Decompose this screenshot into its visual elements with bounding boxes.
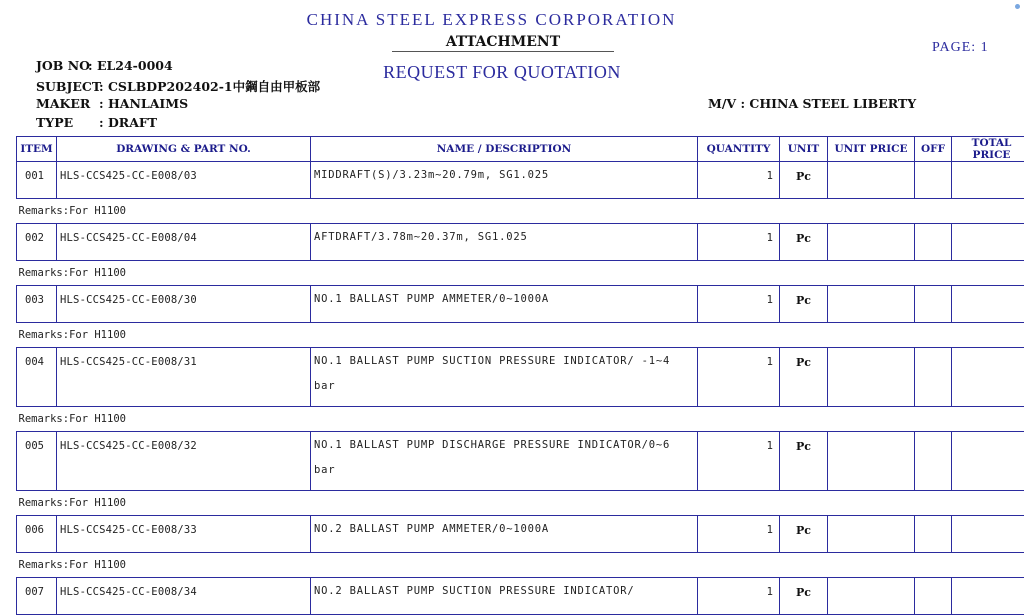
item-quantity: 1 [698, 162, 780, 199]
item-off [915, 578, 952, 615]
item-unit: Pc [780, 286, 828, 323]
col-total-price: TOTAL PRICE [952, 137, 1024, 162]
table-row [17, 286, 1024, 323]
type-value: : DRAFT [99, 115, 157, 130]
item-unit-price [828, 432, 915, 491]
remarks-row [17, 261, 1024, 286]
maker-label: MAKER [36, 96, 99, 111]
type-row [36, 115, 157, 130]
item-quantity: 1 [698, 578, 780, 615]
item-description: NO.1 BALLAST PUMP DISCHARGE PRESSURE INDICATOR/0~6 bar [311, 432, 698, 491]
table-row [17, 224, 1024, 261]
item-remarks: Remarks:For H1100 [17, 261, 1024, 286]
job-no-value: : EL24-0004 [88, 58, 173, 73]
item-off [915, 432, 952, 491]
attachment-heading: ATTACHMENT [392, 34, 614, 52]
quotation-table [16, 136, 1024, 615]
remarks-row [17, 491, 1024, 516]
drawing-part-no: HLS-CCS425-CC-E008/04 [57, 224, 311, 261]
item-off [915, 162, 952, 199]
table-row [17, 162, 1024, 199]
item-number: 002 [17, 224, 57, 261]
item-unit: Pc [780, 162, 828, 199]
remarks-row [17, 553, 1024, 578]
table-row [17, 348, 1024, 407]
item-number: 001 [17, 162, 57, 199]
item-number: 007 [17, 578, 57, 615]
drawing-part-no: HLS-CCS425-CC-E008/32 [57, 432, 311, 491]
item-description: MIDDRAFT(S)/3.23m~20.79m, SG1.025 [311, 162, 698, 199]
item-quantity: 1 [698, 516, 780, 553]
col-unit: UNIT [780, 137, 828, 162]
remarks-row [17, 323, 1024, 348]
item-total-price [952, 224, 1024, 261]
item-description: NO.2 BALLAST PUMP SUCTION PRESSURE INDICATOR/ [311, 578, 698, 615]
vessel-name: M/V : CHINA STEEL LIBERTY [708, 96, 916, 111]
table-row [17, 578, 1024, 615]
item-off [915, 224, 952, 261]
item-off [915, 516, 952, 553]
table-row [17, 432, 1024, 491]
table-header-row [17, 137, 1024, 162]
item-unit: Pc [780, 516, 828, 553]
subject-row [36, 77, 320, 95]
subject-value: : CSLBDP202402-1中鋼自由甲板部 [99, 79, 320, 94]
remarks-row [17, 199, 1024, 224]
maker-row [36, 96, 188, 111]
item-unit-price [828, 516, 915, 553]
page-number: PAGE: 1 [932, 40, 989, 56]
job-no-label: JOB NO [36, 58, 88, 73]
maker-value: : HANLAIMS [99, 96, 188, 111]
item-total-price [952, 516, 1024, 553]
scroll-indicator-icon [1006, 0, 1024, 18]
col-off: OFF [915, 137, 952, 162]
item-number: 005 [17, 432, 57, 491]
drawing-part-no: HLS-CCS425-CC-E008/30 [57, 286, 311, 323]
item-unit: Pc [780, 432, 828, 491]
item-total-price [952, 432, 1024, 491]
col-drawing: DRAWING & PART NO. [57, 137, 311, 162]
item-remarks: Remarks:For H1100 [17, 491, 1024, 516]
item-quantity: 1 [698, 286, 780, 323]
item-off [915, 286, 952, 323]
item-remarks: Remarks:For H1100 [17, 323, 1024, 348]
item-unit-price [828, 348, 915, 407]
item-unit-price [828, 286, 915, 323]
item-total-price [952, 348, 1024, 407]
company-name: CHINA STEEL EXPRESS CORPORATION [0, 10, 983, 30]
item-unit-price [828, 578, 915, 615]
document-title: REQUEST FOR QUOTATION [380, 62, 624, 83]
item-remarks: Remarks:For H1100 [17, 553, 1024, 578]
drawing-part-no: HLS-CCS425-CC-E008/31 [57, 348, 311, 407]
item-description: NO.1 BALLAST PUMP SUCTION PRESSURE INDICATOR/ -1~4 bar [311, 348, 698, 407]
item-quantity: 1 [698, 432, 780, 491]
table-row [17, 516, 1024, 553]
item-total-price [952, 162, 1024, 199]
item-total-price [952, 578, 1024, 615]
job-no-row [36, 58, 173, 73]
item-unit: Pc [780, 578, 828, 615]
item-number: 003 [17, 286, 57, 323]
item-description: NO.1 BALLAST PUMP AMMETER/0~1000A [311, 286, 698, 323]
item-description: AFTDRAFT/3.78m~20.37m, SG1.025 [311, 224, 698, 261]
subject-label: SUBJECT [36, 79, 99, 94]
item-unit-price [828, 162, 915, 199]
remarks-row [17, 407, 1024, 432]
item-remarks: Remarks:For H1100 [17, 199, 1024, 224]
drawing-part-no: HLS-CCS425-CC-E008/34 [57, 578, 311, 615]
item-description: NO.2 BALLAST PUMP AMMETER/0~1000A [311, 516, 698, 553]
item-total-price [952, 286, 1024, 323]
item-quantity: 1 [698, 224, 780, 261]
col-quantity: QUANTITY [698, 137, 780, 162]
drawing-part-no: HLS-CCS425-CC-E008/33 [57, 516, 311, 553]
item-unit-price [828, 224, 915, 261]
col-unit-price: UNIT PRICE [828, 137, 915, 162]
item-quantity: 1 [698, 348, 780, 407]
col-item: ITEM [17, 137, 57, 162]
item-number: 004 [17, 348, 57, 407]
type-label: TYPE [36, 115, 99, 130]
item-unit: Pc [780, 224, 828, 261]
drawing-part-no: HLS-CCS425-CC-E008/03 [57, 162, 311, 199]
item-remarks: Remarks:For H1100 [17, 407, 1024, 432]
col-description: NAME / DESCRIPTION [311, 137, 698, 162]
item-number: 006 [17, 516, 57, 553]
item-unit: Pc [780, 348, 828, 407]
item-off [915, 348, 952, 407]
